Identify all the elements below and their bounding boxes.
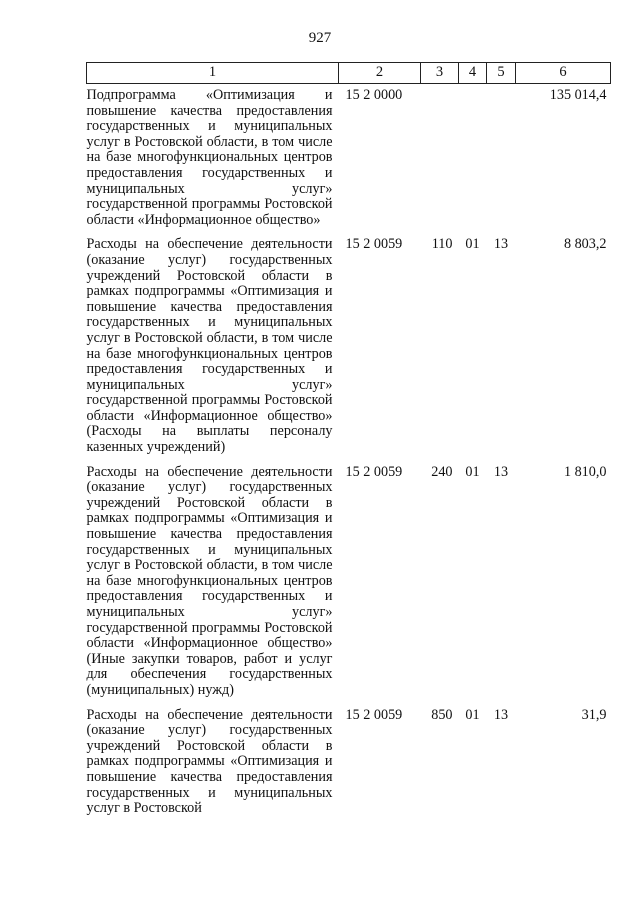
row-subsection: [487, 84, 516, 238]
row-amount: 135 014,4: [549, 87, 607, 103]
header-col-4: 4: [459, 63, 487, 84]
row-expense-type: [421, 84, 459, 238]
row-subsection: 13: [493, 236, 509, 253]
row-section: 01: [465, 706, 480, 723]
table-header-row: [87, 63, 611, 84]
row-description: Расходы на обеспечение деятельности (оказание услуг) государственных учреждений Ростовской области в рамках подпрограммы «Оптимизация и повышение качества предоставления государственных и муниципальных услуг в Ростовской: [86, 706, 333, 817]
row-section: 01: [465, 236, 480, 253]
header-col-6: 6: [516, 63, 611, 84]
row-expense-type: 240: [431, 463, 453, 480]
table-row: [87, 84, 611, 238]
row-target-code: 15 2 0059: [345, 706, 403, 723]
row-subsection: 13: [493, 463, 509, 480]
row-target-code: 15 2 0059: [345, 463, 403, 480]
header-col-1: 1: [87, 63, 339, 84]
budget-table: [86, 62, 611, 817]
table-row: [87, 237, 611, 464]
row-target-code: 15 2 0059: [345, 236, 403, 253]
row-description: Расходы на обеспечение деятельности (оказание услуг) государственных учреждений Ростовской области в рамках подпрограммы «Оптимизация и повышение качества предоставления государственных и муниципальных услуг в Ростовской области, в том числе на базе многофункциональных центров предоставления государственных и муниципальных услуг» государственной программы Ростовской области «Информационное общество» (Иные закупки товаров, работ и услуг для обеспечения государственных (муниципальных) нужд): [86, 463, 333, 698]
row-amount: 8 803,2: [563, 236, 607, 253]
table-row: [87, 708, 611, 817]
row-amount: 31,9: [581, 706, 607, 723]
row-description: Расходы на обеспечение деятельности (оказание услуг) государственных учреждений Ростовской области в рамках подпрограммы «Оптимизация и повышение качества предоставления государственных и муниципальных услуг в Ростовской области, в том числе на базе многофункциональных центров предоставления государственных и муниципальных услуг» государственной программы Ростовской области «Информационное общество» (Расходы на выплаты персоналу казенных учреждений): [86, 236, 333, 456]
row-amount: 1 810,0: [563, 463, 607, 480]
header-col-2: 2: [339, 63, 421, 84]
row-section: 01: [465, 463, 480, 480]
header-col-5: 5: [487, 63, 516, 84]
row-subsection: 13: [493, 706, 509, 723]
row-expense-type: 110: [431, 236, 453, 253]
page-number: 927: [308, 30, 332, 46]
table-row: [87, 465, 611, 708]
header-col-3: 3: [421, 63, 459, 84]
row-target-code: 15 2 0000: [345, 87, 403, 103]
row-description: Подпрограмма «Оптимизация и повышение качества предоставления государственных и муниципальных услуг в Ростовской области, в том числе на базе многофункциональных центров предоставления государственных и муниципальных услуг» государственной программы Ростовской области «Информационное общество»: [86, 87, 333, 228]
row-section: [459, 84, 487, 238]
row-expense-type: 850: [431, 706, 453, 723]
